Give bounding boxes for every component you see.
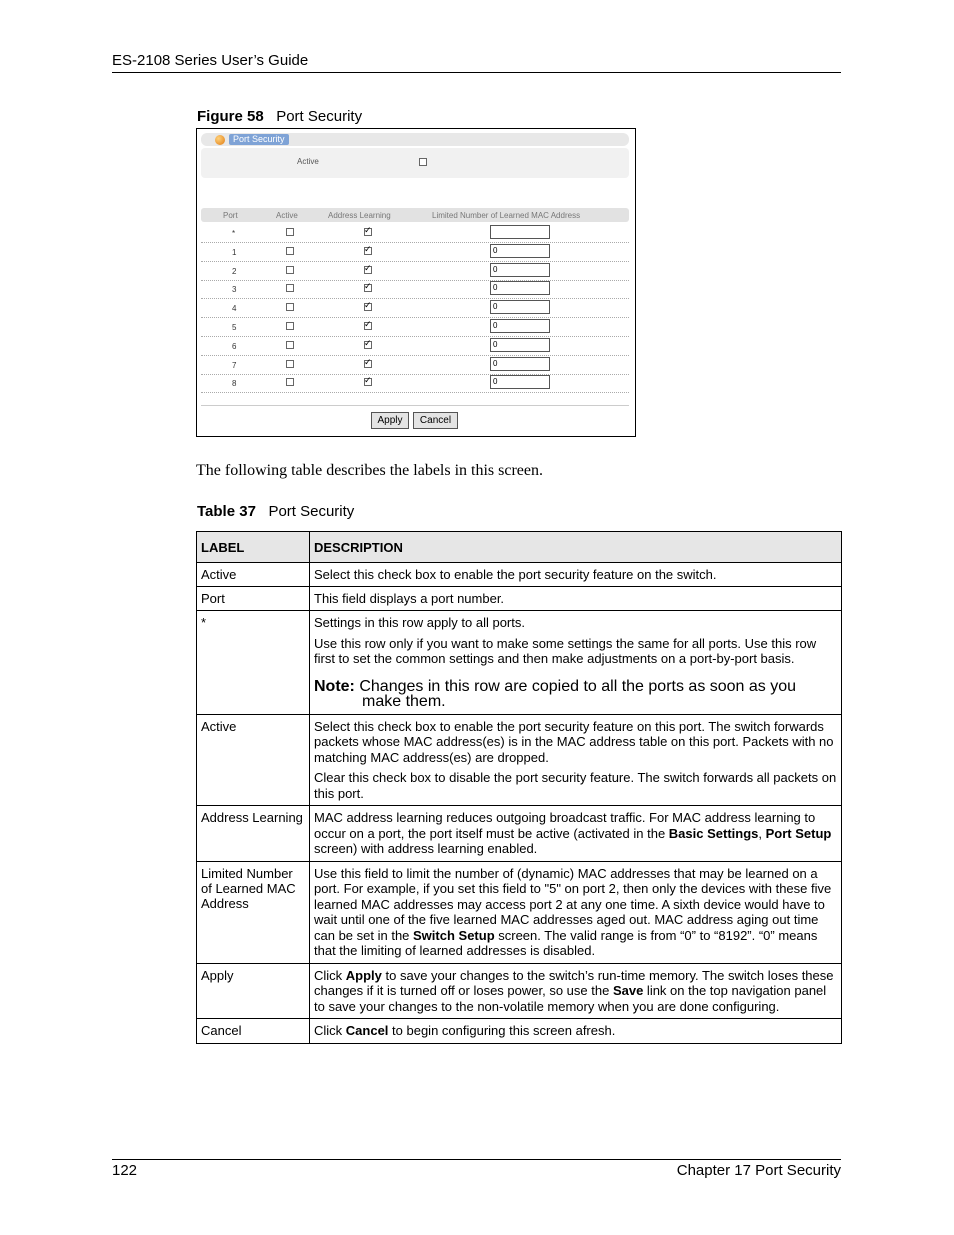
desc-bold: Basic Settings — [668, 825, 759, 841]
desc-text: Use this field to limit the number of (dynamic) MAC addresses that may be learned on a port. For example, if you set this field to "5" on port 2, then only the devices with these five learned MAC addresses may access port 2 at any one time. A sixth device would have to wait until one of the five learned MAC addresses aged out. MAC address aging out time can be set in the — [314, 865, 832, 943]
port-active-checkbox[interactable] — [286, 341, 294, 349]
figure-title: Port Security — [276, 108, 363, 125]
port-active-checkbox[interactable] — [286, 303, 294, 311]
desc-text: link on the top navigation panel to save your changes to the non-volatile memory when you are done configuring. — [314, 983, 827, 1014]
figure-caption — [197, 108, 362, 125]
desc-paragraph: Select this check box to enable the port security feature on this port. The switch forwards packets whose MAC address(es) is in the MAC address table on this port. Packets with no matching MAC address(es) are dropped. — [314, 718, 834, 765]
address-learning-checkbox[interactable] — [364, 284, 372, 292]
chapter-title: Chapter 17 Port Security — [676, 1162, 841, 1179]
port-number: 3 — [232, 285, 237, 295]
port-number: 8 — [232, 379, 237, 389]
global-active-checkbox[interactable] — [419, 158, 427, 166]
table-row — [197, 587, 842, 611]
table-row — [197, 714, 842, 806]
port-number: 5 — [232, 323, 237, 332]
table-row — [197, 611, 842, 715]
port-active-checkbox[interactable] — [286, 360, 294, 368]
port-active-checkbox[interactable] — [286, 247, 294, 255]
desc-bold: Switch Setup — [413, 927, 495, 943]
port-active-checkbox[interactable] — [286, 228, 294, 236]
desc-text: screen. The valid range is from “0” to “8192”. “0” means that the limiting of learned addresses is disabled. — [314, 927, 818, 958]
port-active-checkbox[interactable] — [286, 322, 294, 330]
col-limit: Limited Number of Learned MAC Address — [432, 211, 581, 220]
row-description — [310, 1019, 842, 1044]
mac-limit-input[interactable]: 0 — [490, 375, 550, 389]
note-text: Changes in this row are copied to all the ports as soon as you make them. — [359, 677, 797, 710]
global-active-panel — [201, 148, 629, 178]
row-label: Limited Number of Learned MAC Address — [197, 861, 310, 963]
desc-bold: Apply — [345, 967, 382, 983]
mac-limit-input[interactable] — [490, 225, 550, 239]
port-number: 4 — [232, 304, 237, 314]
table-row — [197, 1019, 842, 1044]
port-row — [201, 243, 629, 262]
divider — [201, 405, 629, 406]
desc-text: Click — [314, 967, 346, 983]
desc-text: to begin configuring this screen afresh. — [388, 1023, 616, 1038]
port-number: 6 — [232, 341, 237, 351]
row-description — [310, 714, 842, 806]
port-active-checkbox[interactable] — [286, 284, 294, 292]
col-address-learning: Address Learning — [328, 211, 391, 220]
row-label: Cancel — [197, 1019, 310, 1044]
row-label: Apply — [197, 963, 310, 1019]
th-label: LABEL — [197, 532, 310, 563]
desc-text: MAC address learning reduces outgoing broadcast traffic. For MAC address learning to occur on a port, the port itself must be active (activated in the — [314, 810, 816, 841]
screen-title: Port Security — [229, 134, 289, 145]
mac-limit-input[interactable]: 0 — [490, 338, 550, 352]
port-number: 1 — [232, 247, 237, 257]
row-label: Address Learning — [197, 806, 310, 862]
desc-bold: Port Setup — [765, 825, 832, 841]
address-learning-checkbox[interactable] — [364, 341, 372, 349]
port-number: 2 — [232, 266, 237, 276]
desc-text: to save your changes to the switch’s run-time memory. The switch loses these changes if it is turned off or loses power, so use the — [314, 967, 834, 998]
figure-label: Figure 58 — [197, 108, 264, 125]
table-title: Port Security — [268, 503, 355, 520]
running-header: ES-2108 Series User’s Guide — [112, 52, 309, 69]
th-description: DESCRIPTION — [310, 532, 842, 563]
row-description: This field displays a port number. — [310, 587, 842, 611]
row-description — [310, 806, 842, 862]
row-description — [310, 861, 842, 963]
mac-limit-input[interactable]: 0 — [490, 281, 550, 295]
footer-rule — [112, 1159, 841, 1160]
row-description: Select this check box to enable the port security feature on the switch. — [310, 563, 842, 587]
address-learning-checkbox[interactable] — [364, 378, 372, 386]
port-security-screenshot — [196, 128, 636, 437]
address-learning-checkbox[interactable] — [364, 266, 372, 274]
note — [314, 679, 837, 710]
row-label: Active — [197, 563, 310, 587]
desc-bold: Save — [612, 983, 644, 998]
port-row — [201, 356, 629, 375]
port-active-checkbox[interactable] — [286, 378, 294, 386]
table-label: Table 37 — [197, 503, 256, 520]
row-label: Port — [197, 587, 310, 611]
port-table-header — [201, 208, 629, 222]
port-row — [201, 299, 629, 318]
port-row — [201, 318, 629, 337]
title-bullet-icon — [215, 135, 225, 145]
table-caption — [197, 503, 354, 520]
port-number: 7 — [232, 360, 237, 370]
header-rule — [112, 72, 841, 73]
address-learning-checkbox[interactable] — [364, 247, 372, 255]
desc-bold: Cancel — [345, 1023, 389, 1038]
mac-limit-input[interactable]: 0 — [490, 357, 550, 371]
address-learning-checkbox[interactable] — [364, 228, 372, 236]
row-description — [310, 963, 842, 1019]
global-active-label: Active — [297, 157, 319, 166]
intro-text: The following table describes the labels in this screen. — [196, 462, 544, 479]
row-label: Active — [197, 714, 310, 806]
cancel-button[interactable]: Cancel — [413, 412, 458, 429]
col-active: Active — [276, 211, 298, 220]
desc-text: Click — [314, 1023, 346, 1038]
port-row — [201, 337, 629, 356]
port-row — [201, 224, 629, 243]
mac-limit-input[interactable]: 0 — [490, 300, 550, 314]
port-number: * — [232, 229, 236, 238]
screen-title-bar — [201, 133, 629, 146]
table-row — [197, 963, 842, 1019]
address-learning-checkbox[interactable] — [364, 360, 372, 368]
desc-paragraph: Settings in this row apply to all ports. — [314, 615, 525, 630]
apply-button[interactable]: Apply — [371, 412, 409, 429]
desc-paragraph: Use this row only if you want to make some settings the same for all ports. Use this row first to set the common settings and then make adjustments on a port-by-port basis. — [314, 635, 817, 666]
table-header-row — [197, 532, 842, 563]
note-label: Note: — [314, 677, 355, 695]
label-description-table — [196, 531, 842, 1044]
desc-text: screen) with address learning enabled. — [314, 841, 538, 856]
port-row — [201, 374, 629, 393]
address-learning-checkbox[interactable] — [364, 303, 372, 311]
desc-text: , — [758, 825, 766, 841]
row-description — [310, 611, 842, 715]
desc-paragraph: Clear this check box to disable the port security feature. The switch forwards all packets on this port. — [314, 770, 837, 801]
mac-limit-input[interactable]: 0 — [490, 244, 550, 258]
row-label: * — [197, 611, 310, 715]
address-learning-checkbox[interactable] — [364, 322, 372, 330]
port-row — [201, 262, 629, 281]
port-active-checkbox[interactable] — [286, 266, 294, 274]
table-row — [197, 563, 842, 587]
mac-limit-input[interactable]: 0 — [490, 319, 550, 333]
mac-limit-input[interactable]: 0 — [490, 263, 550, 277]
table-row — [197, 806, 842, 862]
col-port: Port — [223, 211, 238, 220]
table-row — [197, 861, 842, 963]
page-number: 122 — [112, 1162, 138, 1179]
port-row — [201, 280, 629, 299]
